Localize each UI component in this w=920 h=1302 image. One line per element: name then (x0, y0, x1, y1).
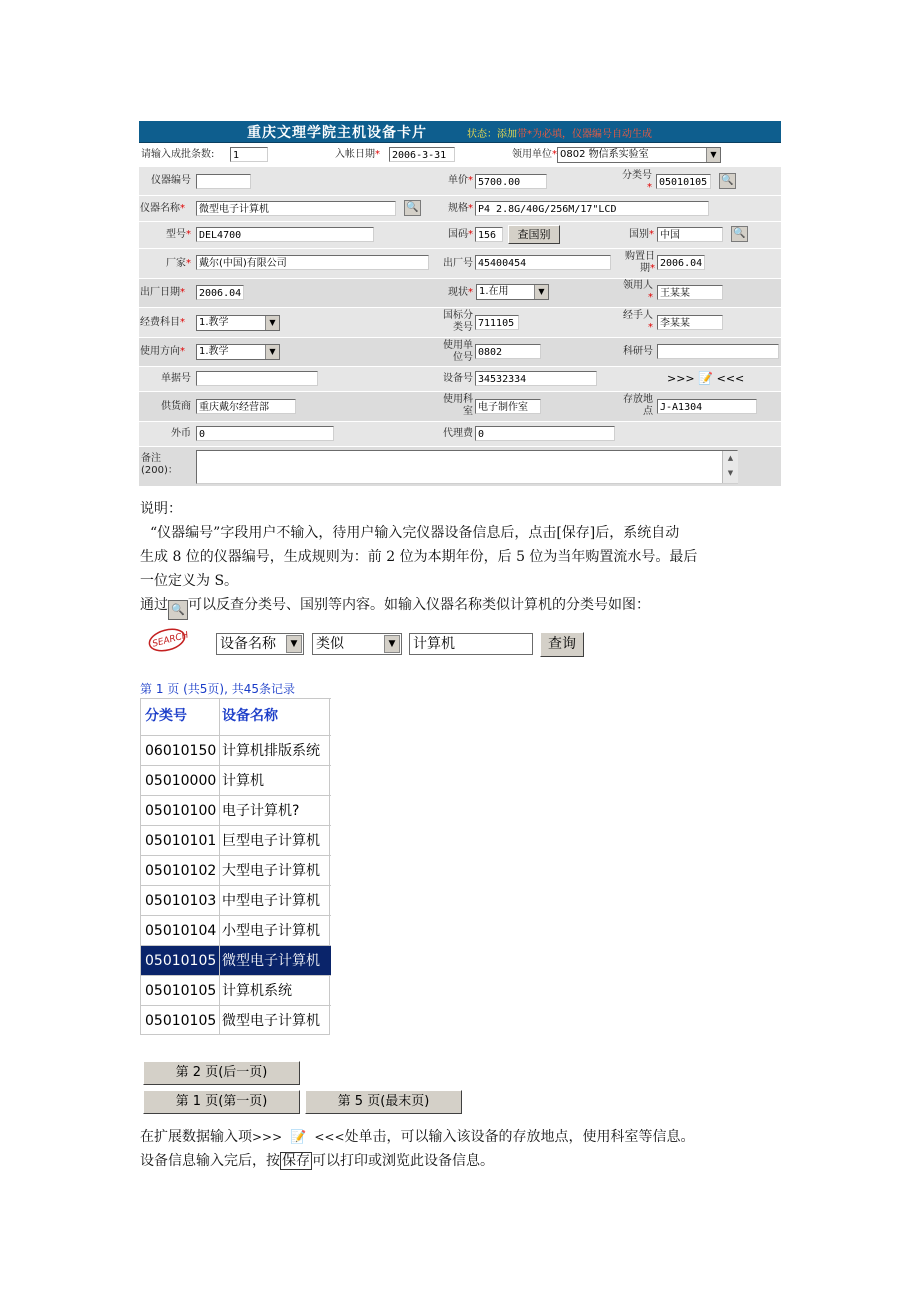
batch-input[interactable]: 1 (230, 147, 268, 162)
row-instrument-name (139, 196, 781, 222)
country-input[interactable]: 中国 (657, 227, 723, 242)
explanation-line-1: “仪器编号”字段用户不输入，待用户输入完仪器设备信息后，点击[保存]后，系统自动 (150, 525, 680, 541)
user-unit-label: 使用单 位号 (443, 340, 473, 363)
row-manufacturer (139, 249, 781, 279)
row-factory-date (139, 279, 781, 308)
cell-device-name: 计算机 (222, 773, 264, 789)
country-code-input[interactable]: 156 (475, 227, 503, 242)
table-row[interactable] (141, 855, 331, 885)
condition-select[interactable]: 1.在用 ▼ (476, 284, 549, 300)
unit-price-label: 单价* (448, 175, 473, 186)
factory-date-label: 出厂日期* (140, 287, 185, 298)
search-field-select[interactable]: 设备名称 ▼ (216, 633, 304, 655)
cell-device-name: 微型电子计算机 (222, 953, 320, 969)
intl-category-input[interactable]: 711105 (475, 315, 519, 330)
purchase-date-input[interactable]: 2006.04 (657, 255, 705, 270)
chevron-down-icon: ▼ (534, 285, 548, 299)
supplier-label: 供货商 (161, 401, 191, 412)
lookup-category-button[interactable] (719, 173, 736, 189)
unit-price-input[interactable]: 5700.00 (475, 174, 547, 189)
instrument-name-label: 仪器名称* (140, 203, 185, 214)
country-label: 国别* (629, 229, 654, 240)
usage-select[interactable]: 1.教学 ▼ (196, 344, 280, 360)
dept-label: 领用单位* (512, 149, 557, 160)
manufacturer-input[interactable]: 戴尔(中国)有限公司 (196, 255, 429, 270)
lookup-name-button[interactable] (404, 200, 421, 216)
cell-device-name: 计算机排版系统 (222, 743, 320, 759)
edit-note-icon: 📝 (698, 371, 714, 385)
agent-fee-input[interactable]: 0 (475, 426, 615, 441)
results-table (140, 698, 330, 1035)
save-label-box: 保存 (282, 1153, 310, 1169)
chevron-down-icon: ▼ (265, 316, 279, 330)
cell-category-no: 05010105 (141, 1006, 220, 1035)
explanation-line-3: 一位定义为 S。 (140, 573, 239, 589)
receiver-label: 领用人 * (623, 280, 653, 303)
explanation-line-2: 生成 8 位的仪器编号，生成规则为：前 2 位为本期年份，后 5 位为当年购置流水号。最后 (140, 549, 698, 565)
spec-input[interactable]: P4 2.8G/40G/256M/17"LCD (475, 201, 709, 216)
device-no-input[interactable]: 34532334 (475, 371, 597, 386)
instrument-no-label: 仪器编号 (151, 175, 191, 186)
header-category-no: 分类号 (141, 699, 220, 735)
entry-date-input[interactable]: 2006-3-31 (389, 147, 455, 162)
condition-label: 现状* (448, 287, 473, 298)
scroll-up-icon[interactable]: ▲ (727, 454, 734, 462)
table-row[interactable] (141, 885, 331, 915)
category-no-label: 分类号 * (622, 170, 652, 193)
edit-note-icon: 📝 (290, 1130, 307, 1145)
device-no-label: 设备号 (443, 373, 473, 384)
header-device-name: 设备名称 (222, 708, 278, 724)
card-status: 状态：添加带*为必填，仪器编号自动生成 (467, 129, 652, 140)
table-row[interactable] (141, 975, 331, 1005)
remark-scrollbar[interactable] (722, 451, 738, 483)
search-button[interactable]: 查询 (540, 632, 584, 657)
last-page-button[interactable]: 第 5 页(最末页) (305, 1090, 462, 1114)
location-input[interactable]: J-A1304 (657, 399, 757, 414)
table-row[interactable] (141, 1005, 331, 1035)
cell-device-name: 电子计算机? (222, 803, 300, 819)
cell-category-no: 05010100 (141, 796, 220, 825)
search-match-select[interactable]: 类似 ▼ (312, 633, 402, 655)
magnifier-icon: 🔍 (721, 175, 734, 186)
cell-category-no: 05010105 (141, 976, 220, 1005)
cell-device-name: 计算机系统 (222, 983, 292, 999)
foreign-currency-label: 外币 (171, 428, 191, 439)
table-row[interactable] (141, 765, 331, 795)
cell-device-name: 大型电子计算机 (222, 863, 320, 879)
category-no-input[interactable]: 05010105 (656, 174, 711, 189)
cell-category-no: 05010103 (141, 886, 220, 915)
fund-subject-label: 经费科目* (140, 317, 185, 328)
research-no-input[interactable] (657, 344, 779, 359)
location-label: 存放地 点 (623, 394, 653, 417)
cell-category-no: 05010101 (141, 826, 220, 855)
handler-label: 经手人 * (623, 310, 653, 333)
serial-no-label: 出厂号 (443, 258, 473, 269)
cell-category-no: 05010105 (141, 946, 220, 975)
table-row[interactable] (141, 915, 331, 945)
table-row[interactable] (141, 945, 331, 975)
remark-label: 备注 (200)： (141, 453, 178, 476)
equipment-card (139, 121, 781, 486)
cell-category-no: 06010150 (141, 736, 220, 765)
cell-device-name: 微型电子计算机 (222, 1013, 320, 1029)
row-instrument-no (139, 167, 781, 196)
chevron-down-icon: ▼ (286, 635, 302, 653)
row-foreign-currency (139, 422, 781, 447)
expand-toggle[interactable]: >>> 📝 <<< (667, 371, 745, 385)
table-row[interactable] (141, 795, 331, 825)
explanation-heading: 说明： (140, 501, 182, 517)
instrument-name-input[interactable]: 微型电子计算机 (196, 201, 396, 216)
foreign-currency-input[interactable]: 0 (196, 426, 334, 441)
usage-label: 使用方向* (140, 346, 185, 357)
chevron-down-icon: ▼ (706, 148, 720, 162)
svg-text:SEARCH: SEARCH (151, 630, 188, 650)
entry-date-label: 入帐日期* (335, 149, 380, 160)
doc-no-label: 单据号 (161, 373, 191, 384)
save-instruction: 设备信息输入完后，按 保存 可以打印或浏览此设备信息。 (140, 1153, 494, 1169)
user-unit-input[interactable]: 0802 (475, 344, 541, 359)
magnifier-icon: 🔍 (406, 202, 419, 213)
row-model (139, 222, 781, 249)
model-label: 型号* (166, 229, 191, 240)
magnifier-icon: 🔍 (168, 600, 188, 620)
manufacturer-label: 厂家* (166, 258, 191, 269)
remark-textarea[interactable] (196, 450, 738, 484)
serial-no-input[interactable]: 45400454 (475, 255, 611, 270)
expand-instruction: 在扩展数据输入项>>> 📝 <<<处单击，可以输入该设备的存放地点，使用科室等信息。 (140, 1129, 695, 1145)
lookup-country-icon-button[interactable] (731, 226, 748, 242)
receiver-input[interactable]: 王某某 (657, 285, 723, 300)
batch-row (139, 143, 781, 167)
row-fund-subject (139, 308, 781, 338)
batch-label: 请输入成批条数: (141, 149, 215, 160)
results-summary: 第 1 页 (共5页), 共45条记录 (140, 682, 295, 696)
fund-subject-select[interactable]: 1.教学 ▼ (196, 315, 280, 331)
spec-label: 规格* (448, 203, 473, 214)
next-page-button[interactable]: 第 2 页(后一页) (143, 1061, 300, 1085)
cell-category-no: 05010104 (141, 916, 220, 945)
cell-device-name: 巨型电子计算机 (222, 833, 320, 849)
supplier-input[interactable]: 重庆戴尔经营部 (196, 399, 296, 414)
instrument-no-input[interactable] (196, 174, 251, 189)
dept-select[interactable]: 0802 物信系实验室 ▼ (557, 147, 721, 163)
first-page-button[interactable]: 第 1 页(第一页) (143, 1090, 300, 1114)
card-title-bar (139, 121, 781, 143)
agent-fee-label: 代理费 (443, 428, 473, 439)
row-supplier (139, 392, 781, 422)
scroll-down-icon[interactable]: ▼ (727, 469, 734, 477)
user-room-label: 使用科 室 (443, 394, 473, 417)
doc-no-input[interactable] (196, 371, 318, 386)
magnifier-icon: 🔍 (733, 228, 746, 239)
search-keyword-input[interactable]: 计算机 (409, 633, 533, 655)
cell-device-name: 小型电子计算机 (222, 923, 320, 939)
search-logo (146, 623, 188, 657)
factory-date-input[interactable]: 2006.04 (196, 285, 244, 300)
research-no-label: 科研号 (623, 346, 653, 357)
purchase-date-label: 购置日 期* (625, 251, 655, 274)
chevron-down-icon: ▼ (265, 345, 279, 359)
card-title: 重庆文理学院主机设备卡片 (247, 125, 427, 141)
row-doc-no (139, 367, 781, 392)
model-input[interactable]: DEL4700 (196, 227, 374, 242)
row-usage (139, 338, 781, 367)
user-room-input[interactable]: 电子制作室 (475, 399, 541, 414)
lookup-country-button[interactable]: 查国别 (508, 225, 560, 244)
table-row[interactable] (141, 825, 331, 855)
table-row[interactable] (141, 735, 331, 765)
cell-category-no: 05010102 (141, 856, 220, 885)
country-code-label: 国码* (448, 229, 473, 240)
handler-input[interactable]: 李某某 (657, 315, 723, 330)
cell-category-no: 05010000 (141, 766, 220, 795)
row-remark (139, 447, 781, 487)
intl-category-label: 国标分 类号 (443, 310, 473, 333)
cell-device-name: 中型电子计算机 (222, 893, 320, 909)
chevron-down-icon: ▼ (384, 635, 400, 653)
explanation-line-4: 通过 🔍 可以反查分类号、国别等内容。如输入仪器名称类似计算机的分类号如图： (140, 593, 650, 620)
results-header-row (141, 698, 331, 735)
